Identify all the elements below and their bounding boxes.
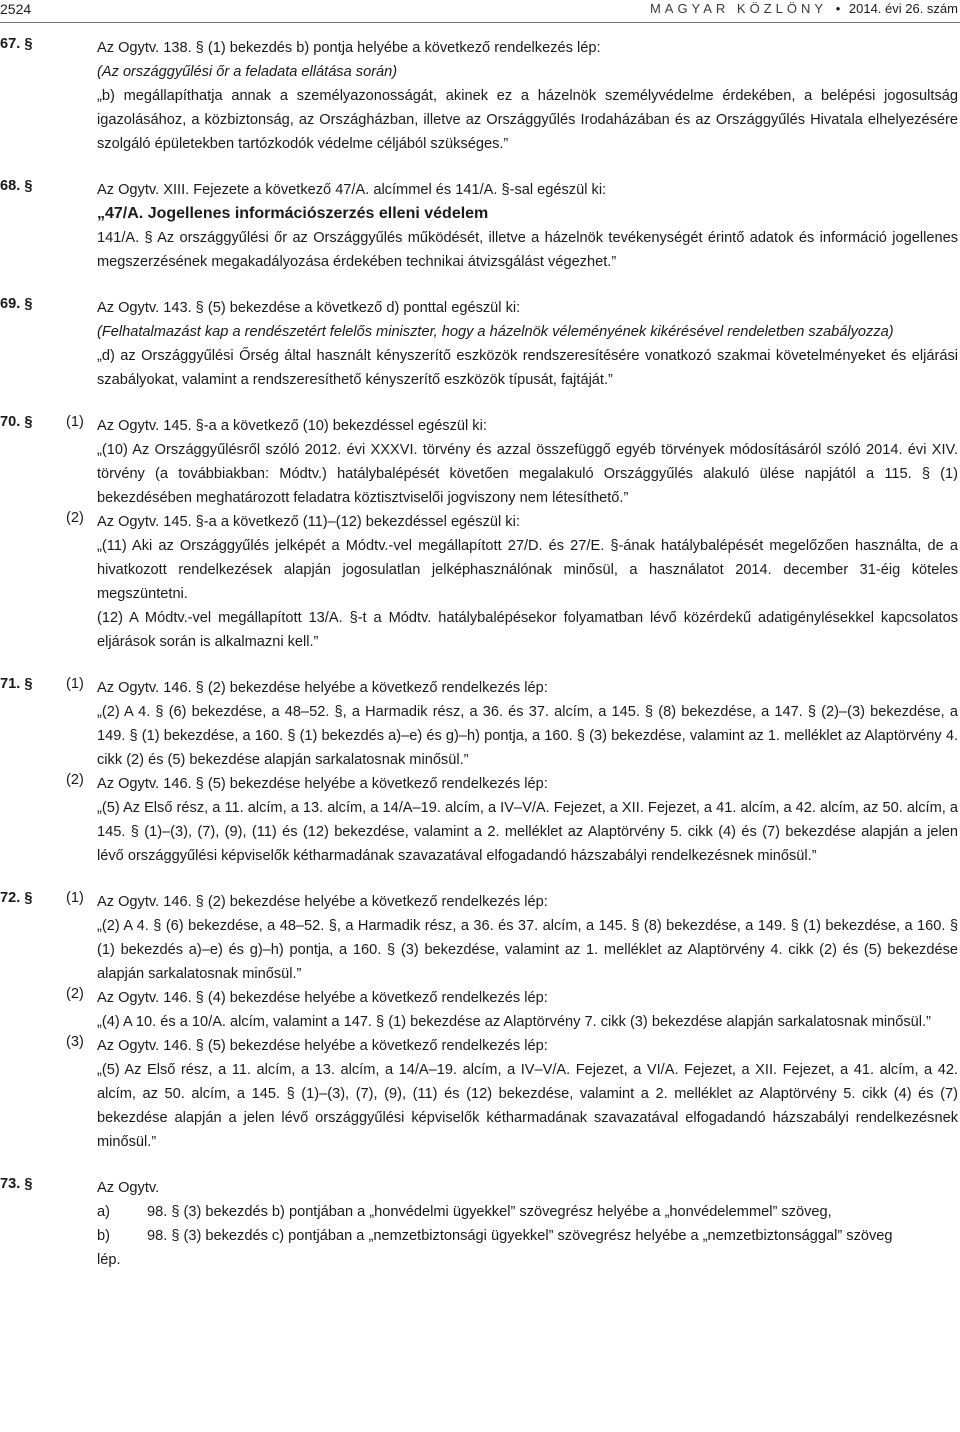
item-letter: a) [97, 1204, 110, 1220]
subsection [0, 676, 960, 772]
section-number: 67. § [0, 36, 33, 52]
paragraph: Az Ogytv. 146. § (4) bekezdése helyébe a következő rendelkezés lép: [97, 990, 548, 1006]
paragraph: Az Ogytv. 146. § (2) bekezdése helyébe a következő rendelkezés lép: [97, 894, 548, 910]
paragraph: Az Ogytv. 138. § (1) bekezdés b) pontja helyébe a következő rendelkezés lép: [97, 40, 601, 56]
section-number: 72. § [0, 890, 33, 906]
section-number: 73. § [0, 1176, 33, 1192]
header-rule [0, 22, 960, 23]
paragraph: „(5) Az Első rész, a 11. alcím, a 13. alcím, a 14/A–19. alcím, a IV–V/A. Fejezet, a VI/A. Fejezet, a XII. Fejezet, a 41. alcím, a 42. alcím, az 50. alcím, a 145. § (1)–(3), (7), (9), (11) és (12) bekezdése, valamint a 2. melléklet az Alaptörvény 5. cikk (4) és (7) bekezdése alapján a jelen lévő országgyűlési képviselők kétharmadának szavazatával elfogadandó házszabályi rendelkezésnek minősül.” [97, 1062, 958, 1150]
section-number: 68. § [0, 178, 33, 194]
paragraph: „(11) Aki az Országgyűlés jelképét a Módtv.-vel megállapított 27/D. és 27/E. §-ának hatálybalépését megelőzően használta, de a hivatkozott rendelkezések alapján jogosulatlan jelképhasználónak minősül, a használatot 2014. december 31-éig köteles megszüntetni. [97, 538, 958, 602]
paragraph-italic: (Felhatalmazást kap a rendészetért felelős miniszter, hogy a házelnök véleményének kikérésével rendeletben szabályozza) [97, 324, 894, 340]
paragraph: „(4) A 10. és a 10/A. alcím, valamint a 147. § (1) bekezdése az Alaptörvény 7. cikk (3) bekezdése alapján sarkalatosnak minősül.” [97, 1014, 931, 1030]
point-list [97, 1200, 958, 1248]
paragraph: lép. [97, 1252, 121, 1268]
paragraph: „(5) Az Első rész, a 11. alcím, a 13. alcím, a 14/A–19. alcím, a IV–V/A. Fejezet, a XII. Fejezet, a 41. alcím, a 42. alcím, az 50. alcím, a 145. § (1)–(3), (7), (9), (11) és (12) bekezdése, valamint a 2. melléklet az Alaptörvény 5. cikk (4) és (7) bekezdése alapján a jelen lévő országgyűlési képviselők kétharmadának szavazatával elfogadandó házszabályi rendelkezésnek minősül.” [97, 800, 958, 864]
section-71 [0, 676, 960, 868]
paragraph: 141/A. § Az országgyűlési őr az Országgyűlés működését, illetve a házelnök tevékenységét érintő adatok és információ jogellenes megszerzésének megakadályozása érdekében technikai átvizsgálást végezhet.” [97, 230, 958, 270]
list-item [97, 1200, 958, 1224]
paragraph: (12) A Módtv.-vel megállapított 13/A. §-t a Módtv. hatálybalépésekor folyamatban lévő közérdekű adatigénylésekkel kapcsolatos eljárások során is alkalmazni kell.” [97, 610, 958, 650]
section-73 [0, 1176, 960, 1272]
paragraph-italic: (Az országgyűlési őr a feladata ellátása során) [97, 64, 398, 80]
section-number: 69. § [0, 296, 33, 312]
subsection [0, 1034, 960, 1154]
paragraph: „(10) Az Országgyűlésről szóló 2012. évi XXXVI. törvény és azzal összefüggő egyéb törvények módosításáról szóló 2014. évi XIV. törvény (a továbbiakban: Módtv.) hatálybalépését követően megalakuló Országgyűlés alakuló ülése napjától a 115. § (1) bekezdésében meghatározott feladatra köztisztviselői jogviszony nem létesíthető.” [97, 442, 958, 506]
page-header [0, 0, 960, 22]
subsection [0, 986, 960, 1034]
subsection [0, 890, 960, 986]
paragraph: Az Ogytv. 146. § (2) bekezdése helyébe a következő rendelkezés lép: [97, 680, 548, 696]
paragraph: Az Ogytv. 145. §-a a következő (11)–(12) bekezdéssel egészül ki: [97, 514, 520, 530]
section-number: 71. § [0, 676, 33, 692]
subsection-number: (2) [66, 772, 84, 788]
section-number: 70. § [0, 414, 33, 430]
paragraph: Az Ogytv. 146. § (5) bekezdése helyébe a következő rendelkezés lép: [97, 776, 548, 792]
subtitle-heading: „47/A. Jogellenes információszerzés elleni védelem [97, 205, 489, 222]
subsection-number: (1) [66, 414, 84, 430]
subsection [0, 510, 960, 654]
paragraph: „b) megállapíthatja annak a személyazonosságát, akinek ez a házelnök személyvédelme érdekében, a belépési jogosultság igazolásához, a közbiztonság, az Országházban, illetve az Országgyűlés Irodaházában és az Országgyűlés Hivatala elhelyezésére szolgáló épületekben tartózkodók védelme céljából szükséges.” [97, 88, 958, 152]
separator-dot: • [835, 1, 841, 16]
paragraph: Az Ogytv. 145. §-a a következő (10) bekezdéssel egészül ki: [97, 418, 487, 434]
section-72 [0, 890, 960, 1154]
paragraph: „(2) A 4. § (6) bekezdése, a 48–52. §, a Harmadik rész, a 36. és 37. alcím, a 145. § (8) bekezdése, a 147. § (2)–(3) bekezdése, a 149. § (1) bekezdése, a 160. § (1) bekezdés a)–e) és g)–h) pontja, a 160. § (3) bekezdése, valamint az 1. melléklet az Alaptörvény 4. cikk (2) és (5) bekezdése alapján sarkalatosnak minősül.” [97, 704, 958, 768]
subsection [0, 772, 960, 868]
paragraph: „d) az Országgyűlési Őrség által használt kényszerítő eszközök rendszeresítésére vonatkozó szakmai követelményeket és eljárási szabályokat, valamint a rendszeresíthető kényszerítő eszközök típusát, fajtáját.” [97, 348, 958, 388]
list-item [97, 1224, 958, 1248]
document-body [0, 36, 960, 1294]
subsection-number: (1) [66, 676, 84, 692]
paragraph: Az Ogytv. 146. § (5) bekezdése helyébe a következő rendelkezés lép: [97, 1038, 548, 1054]
subsection-number: (3) [66, 1034, 84, 1050]
item-text: 98. § (3) bekezdés c) pontjában a „nemzetbiztonsági ügyekkel” szövegrész helyébe a „nemzetbiztonsággal” szöveg [147, 1228, 893, 1244]
paragraph: Az Ogytv. [97, 1180, 160, 1196]
paragraph: Az Ogytv. 143. § (5) bekezdése a következő d) ponttal egészül ki: [97, 300, 521, 316]
subsection-number: (1) [66, 890, 84, 906]
section-67 [0, 36, 960, 156]
paragraph: „(2) A 4. § (6) bekezdése, a 48–52. §, a Harmadik rész, a 36. és 37. alcím, a 145. § (8) bekezdése, a 149. § (1) bekezdése, a 160. § (1) bekezdés a)–e) és g)–h) pontja, a 160. § (3) bekezdése, valamint az 1. melléklet az Alaptörvény 4. cikk (2) és (5) bekezdése alapján sarkalatosnak minősül.” [97, 918, 958, 982]
section-68 [0, 178, 960, 274]
item-text: 98. § (3) bekezdés b) pontjában a „honvédelmi ügyekkel” szövegrész helyébe a „honvédelemmel” szöveg, [147, 1204, 832, 1220]
subsection-number: (2) [66, 986, 84, 1002]
item-letter: b) [97, 1228, 110, 1244]
issue-label: 2014. évi 26. szám [848, 1, 958, 16]
section-69 [0, 296, 960, 392]
subsection-number: (2) [66, 510, 84, 526]
subsection [0, 414, 960, 510]
page-number: 2524 [0, 1, 32, 17]
paragraph: Az Ogytv. XIII. Fejezete a következő 47/A. alcímmel és 141/A. §-sal egészül ki: [97, 182, 607, 198]
journal-info [650, 1, 958, 16]
journal-title: MAGYAR KÖZLÖNY [649, 1, 828, 16]
section-70 [0, 414, 960, 654]
